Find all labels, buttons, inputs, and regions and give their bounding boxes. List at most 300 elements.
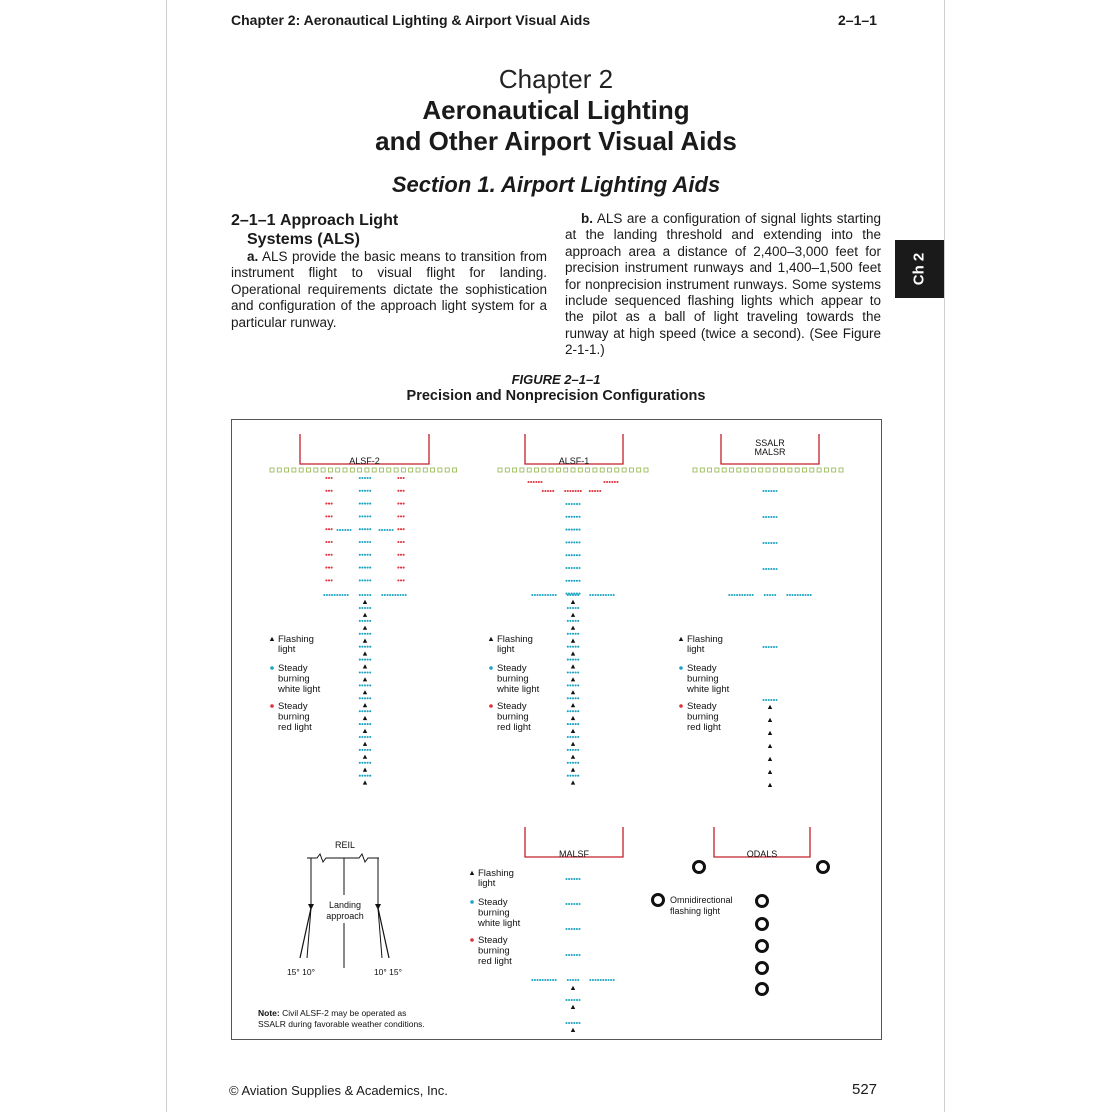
alsf1-centerline bbox=[565, 580, 580, 582]
alsf2-threshold-light bbox=[343, 468, 347, 472]
alsf2-flashing-light bbox=[363, 780, 367, 784]
alsf1-crossbar-right-dot bbox=[600, 594, 602, 596]
alsf1-centerline-outer bbox=[567, 646, 580, 648]
alsf2-crossbar-left-dot bbox=[334, 594, 336, 596]
alsf1-red-terminating-left-dot bbox=[540, 481, 542, 483]
alsf2-red-barrette-left-dot bbox=[331, 567, 333, 569]
ssalr-threshold-light bbox=[708, 468, 712, 472]
alsf1-crossbar-right-dot bbox=[607, 594, 609, 596]
alsf2-red-barrette-right-dot bbox=[400, 554, 402, 556]
alsf2-red-barrette-right bbox=[397, 490, 404, 492]
alsf2-centerline-outer-dot bbox=[369, 633, 371, 635]
alsf1-centerline-dot bbox=[578, 503, 580, 505]
alsf2-centerline-outer-dot bbox=[364, 607, 366, 609]
alsf2-red-barrette-left-dot bbox=[331, 554, 333, 556]
alsf1-centerline-dot bbox=[576, 580, 578, 582]
alsf1-centerline-outer-dot bbox=[567, 659, 569, 661]
alsf2-centerline-outer-dot bbox=[364, 659, 366, 661]
alsf1-red-left-dot bbox=[550, 490, 552, 492]
figure-number: FIGURE 2–1–1 bbox=[511, 372, 601, 387]
malsr-flashing-light bbox=[768, 757, 772, 761]
alsf1-legend-white-text: white light bbox=[497, 684, 540, 695]
alsf1-centerline-dot bbox=[573, 516, 575, 518]
alsf1-crossbar-center-dot bbox=[567, 594, 569, 596]
alsf1-centerline-outer bbox=[567, 633, 580, 635]
running-head: Chapter 2: Aeronautical Lighting & Airport Visual Aids bbox=[231, 12, 591, 28]
malsr-centerline-dot bbox=[775, 699, 777, 701]
alsf2-red-barrette-left-dot bbox=[328, 477, 330, 479]
alsf2-red-barrette-left bbox=[325, 567, 332, 569]
alsf2-centerline-outer-dot bbox=[367, 633, 369, 635]
malsf-centerline-dot bbox=[578, 903, 580, 905]
alsf1-centerline-dot bbox=[565, 580, 567, 582]
alsf1-threshold-light bbox=[549, 468, 553, 472]
alsf2-centerline-dot bbox=[364, 528, 366, 530]
malsf-crossbar-center-dot bbox=[572, 979, 574, 981]
odals-runway-end-left-icon bbox=[694, 862, 705, 873]
heading-line2: Systems (ALS) bbox=[247, 231, 360, 248]
alsf1-red-terminating-right-dot bbox=[616, 481, 618, 483]
ssalr-centerline-dot bbox=[770, 490, 772, 492]
alsf2-centerline-outer-dot bbox=[369, 697, 371, 699]
alsf2-flashing-light bbox=[363, 703, 367, 707]
ssalr-crossbar-center-dot bbox=[772, 594, 774, 596]
alsf2-bar-right-dot bbox=[378, 529, 380, 531]
alsf1-crossbar-right-dot bbox=[605, 594, 607, 596]
alsf2-centerline-outer bbox=[359, 671, 372, 673]
alsf1-centerline-dot bbox=[573, 541, 575, 543]
ssalr-centerline-dot bbox=[768, 490, 770, 492]
paragraph-heading bbox=[231, 211, 547, 249]
alsf2-flashing-light bbox=[363, 690, 367, 694]
malsf-legend-flash-text: Flashing bbox=[478, 868, 514, 879]
alsf1-crossbar-center-dot bbox=[577, 594, 579, 596]
alsf1-red-terminating-left-dot bbox=[527, 481, 529, 483]
alsf1-red-terminating-left bbox=[527, 481, 542, 483]
alsf2-crossbar-center-dot bbox=[369, 594, 371, 596]
alsf1-threshold-light bbox=[564, 468, 568, 472]
alsf1-centerline-dot bbox=[576, 503, 578, 505]
malsf-crossbar-left-dot bbox=[549, 979, 551, 981]
alsf1-crossbar-left bbox=[531, 594, 557, 596]
alsf2-centerline-dot bbox=[359, 515, 361, 517]
alsf1-crossbar-left-dot bbox=[552, 594, 554, 596]
alsf1-centerline-outer-dot bbox=[572, 710, 574, 712]
alsf2-centerline-dot bbox=[361, 528, 363, 530]
heading-line1: Approach Light bbox=[279, 212, 399, 229]
alsf1-crossbar-right-dot bbox=[602, 594, 604, 596]
ssalr-centerline bbox=[762, 568, 777, 570]
alsf1-centerline-outer-dot bbox=[567, 671, 569, 673]
alsf2-bar-left bbox=[336, 529, 351, 531]
alsf2-centerline-dot bbox=[361, 541, 363, 543]
alsf2-centerline bbox=[359, 554, 372, 556]
alsf1-crossbar-right-dot bbox=[613, 594, 615, 596]
alsf2-centerline-dot bbox=[369, 579, 371, 581]
malsf-legend-red-text: burning bbox=[478, 945, 510, 957]
left-column bbox=[231, 211, 547, 331]
alsf2-threshold bbox=[270, 468, 457, 472]
ssalr-centerline bbox=[762, 516, 777, 518]
alsf2-red-barrette-left bbox=[325, 541, 332, 543]
alsf2-centerline-outer-dot bbox=[367, 671, 369, 673]
alsf1-red-left-dot bbox=[547, 490, 549, 492]
malsf-centerline-outer-dot bbox=[571, 1022, 573, 1024]
alsf2-centerline-dot bbox=[364, 490, 366, 492]
alsf1-red-center-dot bbox=[577, 490, 579, 492]
alsf1-threshold-light bbox=[542, 468, 546, 472]
alsf2-centerline-dot bbox=[369, 490, 371, 492]
alsf1-red-right-dot bbox=[599, 490, 601, 492]
alsf2-centerline-outer-dot bbox=[359, 736, 361, 738]
alsf1-centerline-dot bbox=[578, 541, 580, 543]
ssalr-threshold-light bbox=[722, 468, 726, 472]
reil-threshold-line bbox=[307, 854, 379, 862]
alsf1-centerline-outer-dot bbox=[575, 775, 577, 777]
alsf2-threshold-light bbox=[328, 468, 332, 472]
ssalr-legend-white-icon bbox=[679, 666, 683, 670]
alsf2-red-barrette-right bbox=[397, 567, 404, 569]
alsf1-centerline-dot bbox=[568, 554, 570, 556]
alsf2-red-barrette-right-dot bbox=[400, 567, 402, 569]
malsf-centerline-dot bbox=[578, 928, 580, 930]
alsf2-centerline-dot bbox=[361, 567, 363, 569]
alsf2-crossbar-left-dot bbox=[344, 594, 346, 596]
alsf1-crossbar-center-dot bbox=[572, 594, 574, 596]
ssalr-crossbar-right-dot bbox=[791, 594, 793, 596]
alsf1-centerline-outer-dot bbox=[575, 646, 577, 648]
alsf2-legend-red-icon bbox=[270, 704, 274, 708]
alsf1-centerline-outer-dot bbox=[572, 775, 574, 777]
alsf1-centerline-outer-dot bbox=[577, 723, 579, 725]
alsf1-centerline-outer-dot bbox=[569, 659, 571, 661]
malsf-centerline-outer-dot bbox=[573, 999, 575, 1001]
alsf2-centerline-outer-dot bbox=[359, 659, 361, 661]
alsf1-centerline bbox=[565, 541, 580, 543]
ssalr-crossbar-left bbox=[728, 594, 754, 596]
alsf1-red-terminating-left-dot bbox=[530, 481, 532, 483]
ssalr-threshold-light bbox=[795, 468, 799, 472]
alsf1-centerline-outer-dot bbox=[575, 762, 577, 764]
alsf1-threshold-light bbox=[520, 468, 524, 472]
alsf1-red-terminating-left-dot bbox=[538, 481, 540, 483]
alsf2-centerline-outer-dot bbox=[359, 633, 361, 635]
alsf1-flashing-light bbox=[571, 639, 575, 643]
ssalr-threshold-light bbox=[803, 468, 807, 472]
alsf2-red-barrette-right bbox=[397, 541, 404, 543]
ssalr-threshold-light bbox=[751, 468, 755, 472]
alsf1-centerline-outer-dot bbox=[577, 762, 579, 764]
alsf2-centerline-outer-dot bbox=[369, 671, 371, 673]
alsf1-red-center-dot bbox=[564, 490, 566, 492]
alsf1-crossbar-left-dot bbox=[542, 594, 544, 596]
alsf1-crossbar-right-dot bbox=[594, 594, 596, 596]
alsf2-bar-left-dot bbox=[347, 529, 349, 531]
alsf1-centerline-outer-dot bbox=[567, 646, 569, 648]
alsf2-centerline-outer-dot bbox=[364, 762, 366, 764]
malsf-legend-flash-text: light bbox=[478, 878, 496, 889]
alsf1-centerline-outer-dot bbox=[577, 620, 579, 622]
ssalr-threshold-light bbox=[832, 468, 836, 472]
malsf-crossbar-left-dot bbox=[539, 979, 541, 981]
alsf2-centerline-outer-dot bbox=[361, 633, 363, 635]
ssalr-crossbar-left-dot bbox=[739, 594, 741, 596]
alsf2-bar-left-dot bbox=[336, 529, 338, 531]
alsf2-centerline-outer-dot bbox=[359, 646, 361, 648]
alsf2-red-barrette-left-dot bbox=[331, 477, 333, 479]
ssalr-centerline-dot bbox=[768, 516, 770, 518]
alsf1-centerline-dot bbox=[568, 516, 570, 518]
alsf1-centerline bbox=[565, 529, 580, 531]
alsf2-flashing-light bbox=[363, 626, 367, 630]
alsf2-centerline-outer-dot bbox=[364, 775, 366, 777]
alsf2-centerline-outer-dot bbox=[359, 749, 361, 751]
alsf2-red-barrette-right-dot bbox=[403, 579, 405, 581]
malsf-crossbar-right bbox=[589, 979, 615, 981]
alsf2-centerline-outer-dot bbox=[359, 671, 361, 673]
alsf1-legend-white-text: Steady bbox=[497, 663, 527, 674]
malsf-centerline-outer-dot bbox=[568, 999, 570, 1001]
alsf2-centerline-dot bbox=[364, 515, 366, 517]
malsr-centerline-dot bbox=[770, 699, 772, 701]
malsr-flashing-light bbox=[768, 770, 772, 774]
reil-angle-left: 15° 10° bbox=[286, 967, 316, 977]
alsf1-centerline-dot bbox=[571, 529, 573, 531]
alsf1-red-right bbox=[589, 490, 602, 492]
malsf-centerline bbox=[565, 878, 580, 880]
alsf2-red-barrette-right-dot bbox=[403, 567, 405, 569]
alsf2-centerline-outer bbox=[359, 762, 372, 764]
ssalr-crossbar-right-dot bbox=[804, 594, 806, 596]
alsf2-centerline-dot bbox=[369, 477, 371, 479]
alsf1-centerline-outer-dot bbox=[572, 684, 574, 686]
alsf1-centerline-dot bbox=[578, 516, 580, 518]
alsf1-centerline-outer-dot bbox=[567, 749, 569, 751]
alsf1-centerline-dot bbox=[568, 567, 570, 569]
ssalr-crossbar-right-dot bbox=[810, 594, 812, 596]
alsf1-centerline-dot bbox=[571, 516, 573, 518]
alsf2-centerline bbox=[359, 503, 372, 505]
alsf1-red-left-dot bbox=[552, 490, 554, 492]
malsr-flashing-light bbox=[768, 731, 772, 735]
page-edge-right bbox=[944, 0, 945, 1112]
alsf1-threshold-light bbox=[629, 468, 633, 472]
approach-lighting-diagram bbox=[232, 420, 881, 1039]
ssalr-centerline-dot bbox=[770, 516, 772, 518]
ssalr-crossbar-left-dot bbox=[744, 594, 746, 596]
alsf2-centerline bbox=[359, 541, 372, 543]
alsf2-legend-red-text: burning bbox=[278, 711, 310, 723]
ssalr-crossbar-left-dot bbox=[728, 594, 730, 596]
alsf1-red-right-dot bbox=[591, 490, 593, 492]
alsf1-crossbar-left-dot bbox=[531, 594, 533, 596]
alsf2-centerline-outer-dot bbox=[361, 620, 363, 622]
ssalr-crossbar-left-dot bbox=[731, 594, 733, 596]
alsf1-threshold-light bbox=[578, 468, 582, 472]
alsf1-centerline-dot bbox=[573, 580, 575, 582]
alsf2-centerline-outer-dot bbox=[361, 659, 363, 661]
ssalr-centerline-dot bbox=[773, 490, 775, 492]
heading-number: 2–1–1 bbox=[231, 212, 276, 229]
alsf1-centerline-dot bbox=[571, 541, 573, 543]
alsf1-centerline-dot bbox=[565, 567, 567, 569]
alsf2-flashing-light bbox=[363, 716, 367, 720]
alsf2-centerline-outer bbox=[359, 620, 372, 622]
alsf1-centerline-dot bbox=[568, 503, 570, 505]
alsf1-centerline bbox=[565, 554, 580, 556]
malsf-crossbar-center-dot bbox=[567, 979, 569, 981]
alsf2-crossbar-right-dot bbox=[399, 594, 401, 596]
ssalr-centerline-dot bbox=[768, 542, 770, 544]
page-number: 527 bbox=[852, 1081, 878, 1098]
alsf1-threshold-light bbox=[535, 468, 539, 472]
alsf2-centerline-dot bbox=[369, 541, 371, 543]
alsf2-crossbar-left-dot bbox=[336, 594, 338, 596]
alsf2-centerline-dot bbox=[367, 515, 369, 517]
reil-approach-text: approach bbox=[326, 911, 364, 921]
odals-legend-text: Omnidirectional bbox=[670, 895, 733, 905]
alsf1-flashing-light bbox=[571, 742, 575, 746]
alsf2-threshold-light bbox=[401, 468, 405, 472]
alsf2-centerline-outer-dot bbox=[361, 736, 363, 738]
alsf2-centerline-outer bbox=[359, 607, 372, 609]
malsf-crossbar-left bbox=[531, 979, 557, 981]
alsf1-centerline-dot bbox=[568, 529, 570, 531]
alsf2-centerline-outer-dot bbox=[369, 710, 371, 712]
alsf1-centerline-outer-dot bbox=[572, 762, 574, 764]
alsf2-red-barrette-right-dot bbox=[403, 515, 405, 517]
malsf-centerline-dot bbox=[571, 903, 573, 905]
ssalr-crossbar-center-dot bbox=[766, 594, 768, 596]
alsf1-centerline-outer-dot bbox=[577, 671, 579, 673]
alsf2-centerline-dot bbox=[369, 515, 371, 517]
alsf2-centerline-outer bbox=[359, 710, 372, 712]
alsf1-centerline-dot bbox=[571, 567, 573, 569]
alsf2-centerline-dot bbox=[367, 541, 369, 543]
figure-note-label: Note: bbox=[258, 1008, 283, 1018]
alsf2-red-barrette-right bbox=[397, 503, 404, 505]
malsr-centerline-dot bbox=[773, 646, 775, 648]
malsf-centerline-dot bbox=[565, 878, 567, 880]
alsf1-red-right-dot bbox=[594, 490, 596, 492]
alsf1-centerline-outer bbox=[567, 697, 580, 699]
ssalr-crossbar-right-dot bbox=[802, 594, 804, 596]
malsf-crossbar-left-dot bbox=[534, 979, 536, 981]
alsf2-red-barrette-left-dot bbox=[331, 528, 333, 530]
malsf-crossbar-center bbox=[567, 979, 580, 981]
ssalr-crossbar-right-dot bbox=[797, 594, 799, 596]
malsf-crossbar-right-dot bbox=[600, 979, 602, 981]
alsf1-centerline-outer-dot bbox=[572, 723, 574, 725]
alsf2-centerline-outer-dot bbox=[364, 684, 366, 686]
malsf-centerline-outer bbox=[565, 1022, 580, 1024]
alsf2-flashing-light bbox=[363, 600, 367, 604]
alsf1-centerline-outer-dot bbox=[572, 697, 574, 699]
alsf1-centerline-outer-dot bbox=[572, 659, 574, 661]
alsf2-crossbar-center bbox=[359, 594, 372, 596]
malsf-centerline-dot bbox=[568, 954, 570, 956]
alsf1-centerline-dot bbox=[568, 580, 570, 582]
malsf-centerline-dot bbox=[576, 954, 578, 956]
alsf1-red-right-dot bbox=[597, 490, 599, 492]
alsf2-red-barrette-left bbox=[325, 528, 332, 530]
alsf2-red-barrette-left-dot bbox=[328, 528, 330, 530]
alsf2-centerline-outer-dot bbox=[369, 607, 371, 609]
alsf2-centerline-outer-dot bbox=[361, 710, 363, 712]
alsf2-bar-right-dot bbox=[386, 529, 388, 531]
alsf2-centerline bbox=[359, 579, 372, 581]
alsf2-flashing-light bbox=[363, 677, 367, 681]
ssalr-threshold-light bbox=[773, 468, 777, 472]
ssalr-centerline-dot bbox=[775, 516, 777, 518]
alsf2-centerline-outer-dot bbox=[361, 697, 363, 699]
alsf1-centerline-dot bbox=[573, 529, 575, 531]
alsf2-centerline-outer-dot bbox=[359, 607, 361, 609]
alsf2-crossbar-center-dot bbox=[367, 594, 369, 596]
malsf-centerline-dot bbox=[576, 928, 578, 930]
alsf1-flashing-light bbox=[571, 677, 575, 681]
ssalr-centerline bbox=[762, 490, 777, 492]
alsf1-red-center bbox=[564, 490, 582, 492]
alsf2-flashing-light bbox=[363, 755, 367, 759]
alsf2-red-barrette-left-dot bbox=[325, 567, 327, 569]
alsf2-red-barrette-left-dot bbox=[325, 554, 327, 556]
alsf1-centerline-outer-dot bbox=[572, 633, 574, 635]
alsf1-centerline-outer-dot bbox=[577, 684, 579, 686]
alsf2-centerline-outer-dot bbox=[359, 697, 361, 699]
alsf2-centerline-dot bbox=[367, 490, 369, 492]
alsf1-centerline-dot bbox=[568, 541, 570, 543]
alsf1-red-terminating-right-dot bbox=[611, 481, 613, 483]
alsf2-flashing-light bbox=[363, 639, 367, 643]
malsf-crossbar-right-dot bbox=[602, 979, 604, 981]
ssalr-centerline-dot bbox=[765, 568, 767, 570]
alsf1-centerline-outer-dot bbox=[567, 620, 569, 622]
alsf1-centerline-outer-dot bbox=[569, 646, 571, 648]
alsf2-red-barrette-left bbox=[325, 477, 332, 479]
malsf-flashing-light bbox=[571, 1005, 575, 1009]
alsf2-centerline-outer-dot bbox=[359, 775, 361, 777]
ssalr-centerline-dot bbox=[768, 568, 770, 570]
ssalr-crossbar-left-dot bbox=[733, 594, 735, 596]
alsf1-centerline-dot bbox=[576, 541, 578, 543]
alsf2-centerline-dot bbox=[367, 567, 369, 569]
alsf1-centerline-outer-dot bbox=[577, 659, 579, 661]
alsf2-legend-white-icon bbox=[270, 666, 274, 670]
alsf2-crossbar-left-dot bbox=[347, 594, 349, 596]
malsr-centerline-dot bbox=[762, 699, 764, 701]
malsf-legend-red-icon bbox=[470, 938, 474, 942]
alsf1-centerline-outer-dot bbox=[569, 749, 571, 751]
alsf1-red-left-dot bbox=[542, 490, 544, 492]
alsf2-crossbar-right-dot bbox=[386, 594, 388, 596]
alsf1-centerline-outer bbox=[567, 620, 580, 622]
alsf2-red-barrette-right-dot bbox=[397, 567, 399, 569]
alsf2-red-barrette-right-dot bbox=[397, 490, 399, 492]
alsf2-red-barrette-right-dot bbox=[403, 477, 405, 479]
alsf1-crossbar-right-dot bbox=[610, 594, 612, 596]
alsf2-centerline-outer-dot bbox=[359, 723, 361, 725]
alsf2-threshold-light bbox=[387, 468, 391, 472]
alsf2-centerline-outer-dot bbox=[359, 684, 361, 686]
ssalr-crossbar-center-dot bbox=[774, 594, 776, 596]
alsf2-crossbar-right-dot bbox=[405, 594, 407, 596]
alsf1-centerline-outer-dot bbox=[569, 762, 571, 764]
ssalr-threshold-light bbox=[839, 468, 843, 472]
alsf2-centerline-dot bbox=[364, 503, 366, 505]
figure-title: Precision and Nonprecision Configurations bbox=[406, 388, 706, 404]
chapter-side-tab[interactable] bbox=[895, 240, 944, 298]
